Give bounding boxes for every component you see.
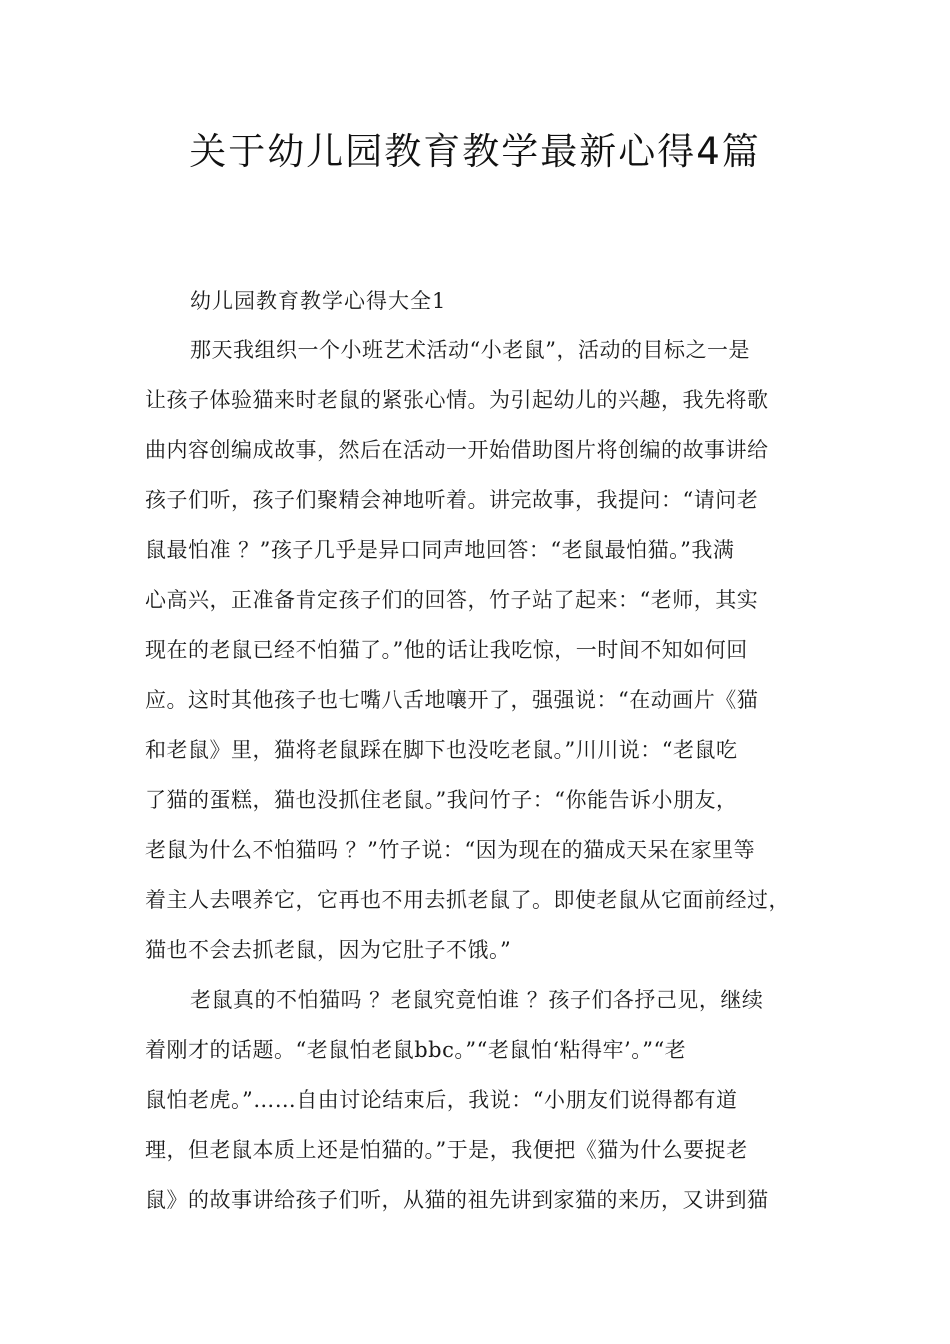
text-line: 让孩子体验猫来时老鼠的紧张心情。为引起幼儿的兴趣，我先将歌 xyxy=(145,388,769,412)
text-line: 曲内容创编成故事，然后在活动一开始借助图片将创编的故事讲给 xyxy=(145,438,769,462)
document-title: 关于幼儿园教育教学最新心得4篇 xyxy=(189,130,761,173)
text-line: 鼠最怕准 ？”孩子几乎是异口同声地回答：“老鼠最怕猫。”我满 xyxy=(145,538,735,562)
text-line: 着主人去喂养它，它再也不用去抓老鼠了。即使老鼠从它面前经过， xyxy=(145,888,790,912)
text-line: 应。这时其他孩子也七嘴八舌地嚷开了，强强说：“在动画片《猫 xyxy=(145,688,759,712)
section-heading: 幼儿园教育教学心得大全1 xyxy=(190,289,447,313)
text-line: 现在的老鼠已经不怕猫了。”他的话让我吃惊，一时间不知如何回 xyxy=(145,638,748,662)
text-line: 孩子们听，孩子们聚精会神地听着。讲完故事，我提问：“请问老 xyxy=(145,488,759,512)
text-line: 老鼠为什么不怕猫吗 ？”竹子说：“因为现在的猫成天呆在家里等 xyxy=(145,838,756,862)
text-line: 老鼠真的不怕猫吗 ？老鼠究竟怕谁 ？孩子们各抒己见，继续 xyxy=(190,988,764,1012)
text-line: 了猫的蛋糕，猫也没抓住老鼠。”我问竹子：“你能告诉小朋友， xyxy=(145,788,738,812)
text-line: 鼠》的故事讲给孩子们听，从猫的祖先讲到家猫的来历，又讲到猫 xyxy=(145,1188,769,1212)
text-line: 猫也不会去抓老鼠，因为它肚子不饿。” xyxy=(145,938,512,962)
text-line: 鼠怕老虎。”……自由讨论结束后，我说：“小朋友们说得都有道 xyxy=(145,1088,738,1112)
text-line: 那天我组织一个小班艺术活动“小老鼠”，活动的目标之一是 xyxy=(190,338,750,362)
text-line: 理，但老鼠本质上还是怕猫的。”于是，我便把《猫为什么要捉老 xyxy=(145,1138,748,1162)
text-line: 心高兴，正准备肯定孩子们的回答，竹子站了起来：“老师，其实 xyxy=(145,588,759,612)
text-line: 着刚才的话题。“老鼠怕老鼠bbc。”“老鼠怕‘粘得牢’。”“老 xyxy=(145,1038,687,1062)
text-line: 和老鼠》里，猫将老鼠踩在脚下也没吃老鼠。”川川说：“老鼠吃 xyxy=(145,738,738,762)
